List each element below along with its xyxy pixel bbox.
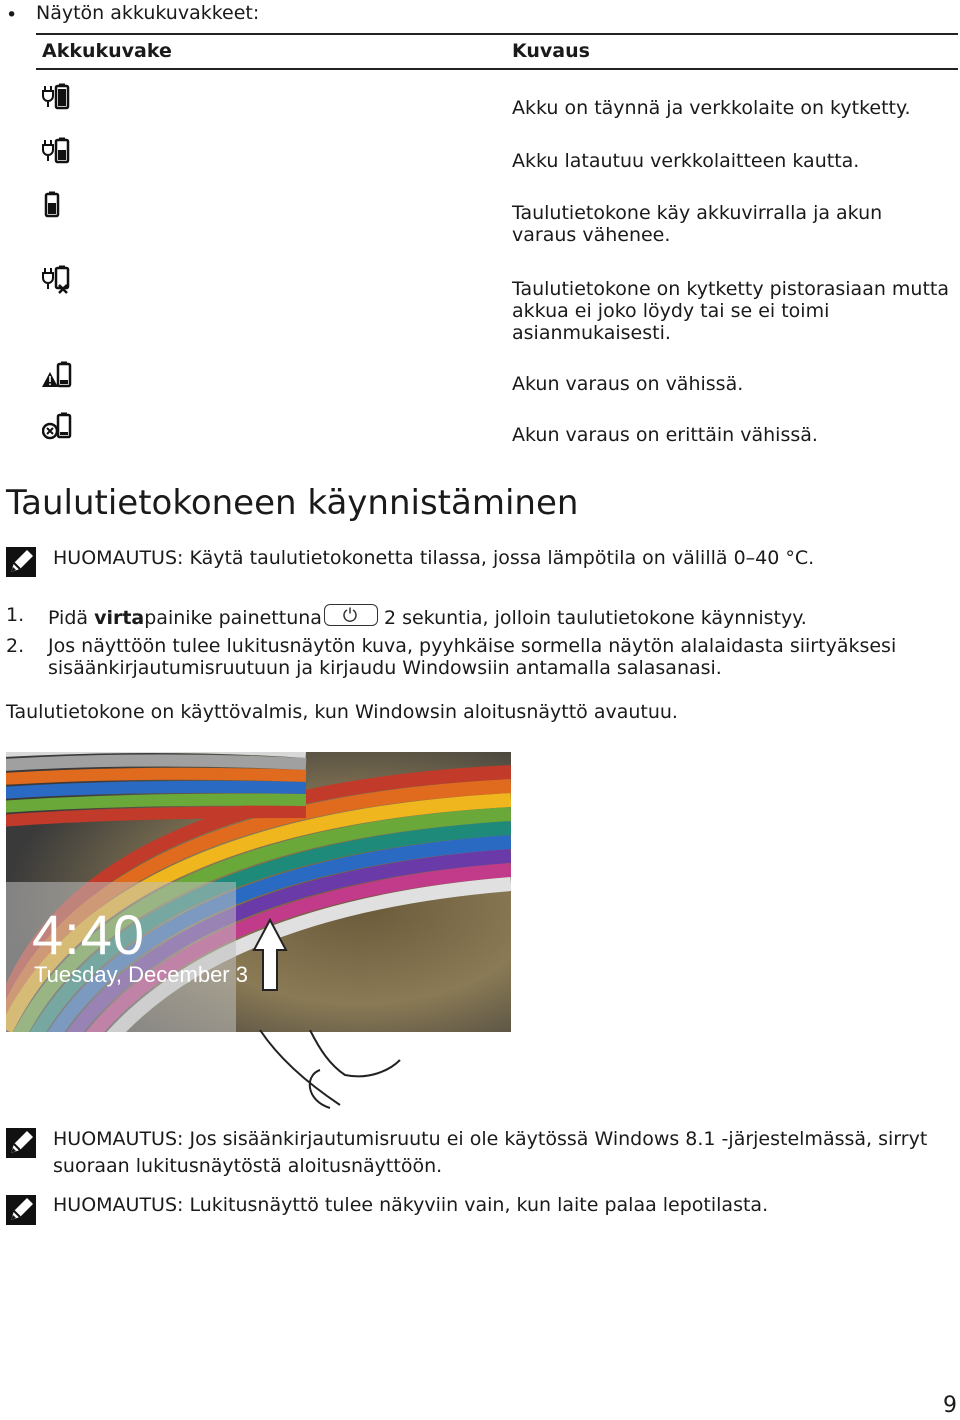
row-4-description: Taulutietokone on kytketty pistorasiaan mutta akkua ei joko löydy tai se ei toimi asianmukaisesti. xyxy=(512,278,950,344)
table-header-rule xyxy=(36,68,958,70)
bullet: • xyxy=(6,4,18,26)
step-2-text: Jos näyttöön tulee lukitusnäytön kuva, pyyhkäise sormella näytön alalaidasta siirtyäksesi sisäänkirjautumisruutuun ja kirjaudu Windowsiin antamalla salasanasi. xyxy=(48,635,897,679)
lockscreen-date: Tuesday, December 3 xyxy=(34,962,248,987)
page-number: 9 xyxy=(943,1393,957,1418)
hand-illustration xyxy=(250,1030,470,1110)
battery-discharging-icon xyxy=(42,190,72,220)
note-2-text: Jos sisäänkirjautumisruutu ei ole käytössä Windows 8.1 -järjestelmässä, sirryt suoraan lukitusnäytöstä aloitusnäyttöön. xyxy=(53,1128,928,1177)
ready-text: Taulutietokone on käyttövalmis, kun Windowsin aloitusnäyttö avautuu. xyxy=(6,701,678,723)
intro-text: Näytön akkukuvakkeet: xyxy=(36,2,260,24)
table-header-icon: Akkukuvake xyxy=(42,40,172,62)
power-button-icon xyxy=(324,604,378,626)
section-title: Taulutietokoneen käynnistäminen xyxy=(6,483,579,523)
note-label: HUOMAUTUS: xyxy=(53,1194,184,1216)
table-header-description: Kuvaus xyxy=(512,40,590,62)
note-1-text: Käytä taulutietokonetta tilassa, jossa lämpötila on välillä 0–40 °C. xyxy=(189,547,815,569)
battery-full-plugged-icon xyxy=(42,82,72,112)
note-1 xyxy=(53,545,958,572)
step-1-text-c: 2 sekuntia, jolloin taulutietokone käynnistyy. xyxy=(383,607,807,629)
lockscreen-time: 4:40 xyxy=(32,903,145,966)
step-1-number: 1. xyxy=(6,604,25,626)
note-3 xyxy=(53,1192,958,1219)
step-2-number: 2. xyxy=(6,635,25,657)
step-1-text-a: Pidä xyxy=(48,607,95,629)
plugged-no-battery-icon xyxy=(42,264,72,294)
note-pencil-icon xyxy=(6,547,36,577)
note-2 xyxy=(53,1126,958,1180)
battery-critical-icon xyxy=(42,411,74,441)
row-5-description: Akun varaus on vähissä. xyxy=(512,373,744,395)
row-6-description: Akun varaus on erittäin vähissä. xyxy=(512,424,818,446)
note-pencil-icon xyxy=(6,1195,36,1225)
note-3-text: Lukitusnäyttö tulee näkyviin vain, kun laite palaa lepotilasta. xyxy=(189,1194,769,1216)
row-2-description: Akku latautuu verkkolaitteen kautta. xyxy=(512,150,860,172)
step-1-bold: virta xyxy=(94,607,145,629)
step-1 xyxy=(48,604,953,629)
note-label: HUOMAUTUS: xyxy=(53,547,184,569)
row-3-description: Taulutietokone käy akkuvirralla ja akun varaus vähenee. xyxy=(512,202,883,246)
battery-low-icon xyxy=(42,360,74,390)
note-pencil-icon xyxy=(6,1128,36,1158)
lockscreen-photo xyxy=(6,752,511,1032)
step-1-text-b: painike painettuna xyxy=(144,607,322,629)
note-label: HUOMAUTUS: xyxy=(53,1128,184,1150)
battery-charging-icon xyxy=(42,136,72,166)
table-top-rule xyxy=(36,33,958,35)
row-1-description: Akku on täynnä ja verkkolaite on kytketty. xyxy=(512,97,911,119)
